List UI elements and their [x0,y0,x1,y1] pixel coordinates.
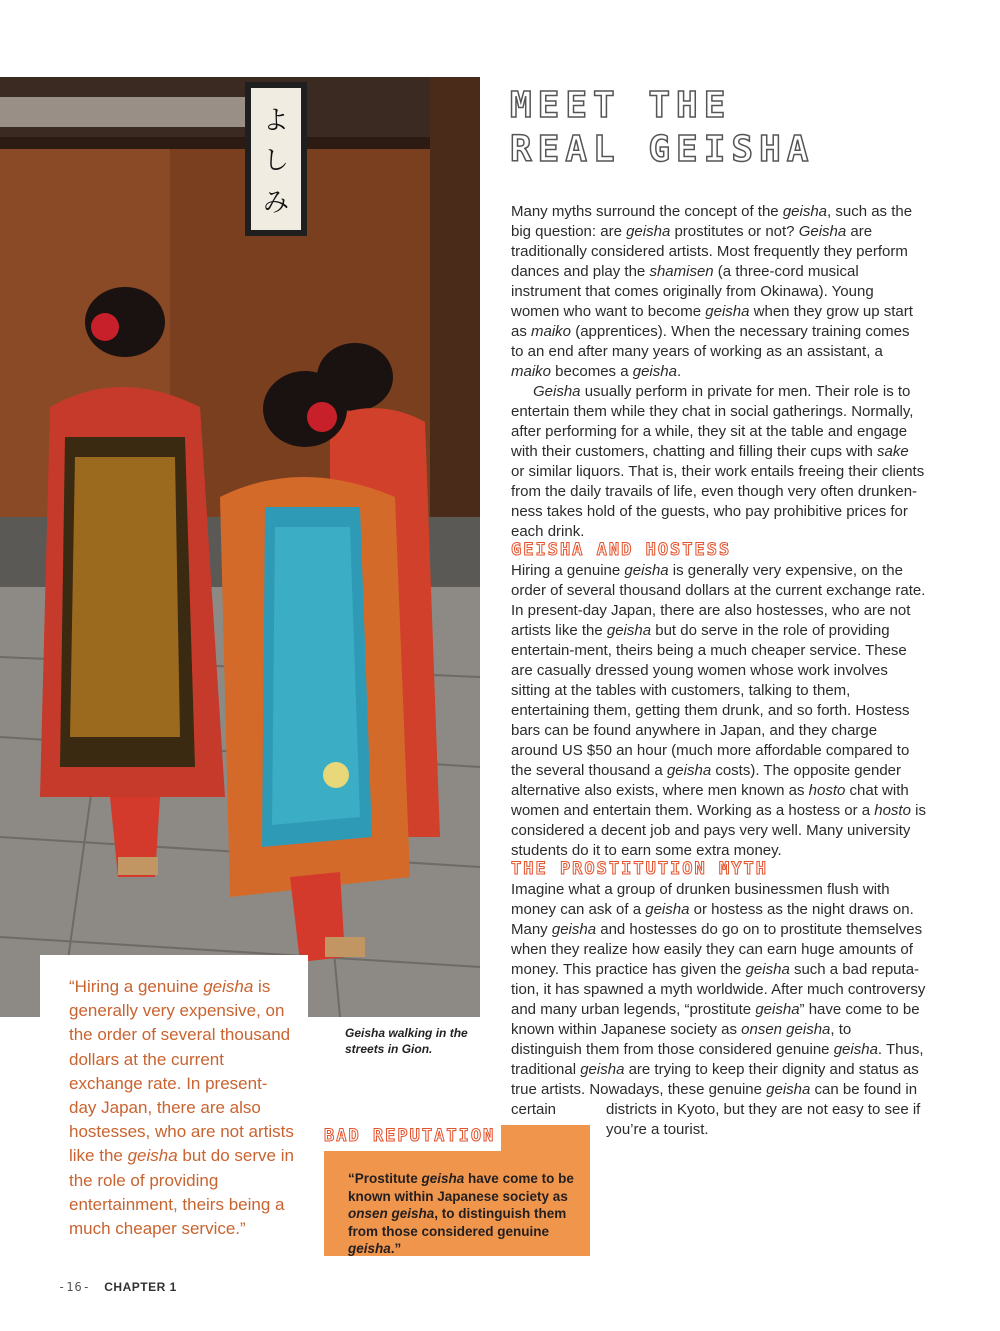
page-number: -16- [58,1280,91,1294]
section-1-paragraph: Hiring a genuine geisha is generally very expensive, on the order of several thousand dollars at the current exchange rate. In present-day Japan, there are also hostesses, who are not artists like the geisha but do serve in the role of providing entertain-ment, theirs being a much cheaper service. These are casually dressed young women whose work involves sitting at the tables with customers, talking to them, entertaining them, getting them drunk, and so forth. Hostess bars can be found anywhere in Japan, and they charge around US $50 an hour (much more affordable compared to the several thousand a geisha costs). The opposite gender alternative also exists, where men known as hosto chat with women and entertain them. Working as a hostess or a hosto is considered a decent job and pays very well. Many university students do it to earn some extra money. [511,562,926,859]
pull-quote-text: “Hiring a genuine geisha is generally very expensive, on the order of several thousand dollars at the current exchange rate. In present-day Japan, there are also hostesses, who are not artists like the geisha but do serve in the role of providing entertainment, theirs being a much cheaper service.” [69,977,294,1239]
section-1-body [511,561,926,861]
section-2-body [511,880,926,1120]
title-line-2: REAL GEISHA [510,129,815,170]
sidebar-text: “Prostitute geisha have come to be known within Japanese society as onsen geisha, to distinguish them from those considered genuine geisha.” [348,1171,574,1256]
intro-body [511,202,926,542]
chapter-label: CHAPTER 1 [104,1280,177,1294]
photo-caption: Geisha walking in the streets in Gion. [345,1026,468,1056]
section-2-body-tail [606,1100,936,1140]
article-title [510,84,950,172]
intro-paragraph-1: Many myths surround the concept of the geisha, such as the big question: are geisha prostitutes or not? Geisha are traditionally considered artists. Most frequently they perform dances and play the shamisen (a three-cord musical instrument that comes originally from Okinawa). Young women who want to become geisha when they grow up start as maiko (apprentices). When the necessary training comes to an end after many years of working as an assistant, a maiko becomes a geisha. [511,203,913,380]
geisha-photo [0,77,480,1017]
section-2-paragraph-tail: districts in Kyoto, but they are not easy to see if you’re a tourist. [606,1101,921,1138]
pull-quote [40,955,308,1275]
page-footer [58,1280,177,1294]
sidebar-title: BAD REPUTATION [324,1126,496,1146]
section-heading-prostitution-myth: THE PROSTITUTION MYTH [511,859,768,879]
title-line-1: MEET THE [510,85,732,126]
svg-text:し: し [262,146,290,176]
section-heading-geisha-and-hostess: GEISHA AND HOSTESS [511,540,732,560]
svg-text:み: み [262,188,290,218]
intro-paragraph-2: Geisha usually perform in private for men. Their role is to entertain them while they chat in social gatherings. Normally, after performing for a while, they sit at the table and engage with their customers, chatting and filling their cups with sake or similar liquors. That is, their work entails freeing their clients from the daily travails of life, even though very often drunken-ness takes hold of the guests, who pay prohibitive prices for each drink. [511,383,925,540]
section-2-paragraph: Imagine what a group of drunken businessmen flush with money can ask of a geisha or hostess as the night draws on. Many geisha and hostesses do go on to prostitute themselves when they realize how easily they can earn huge amounts of money. This practice has given the geisha such a bad reputa-tion, it has spawned a myth worldwide. After much controversy and many urban legends, “prostitute geisha” have come to be known within Japanese society as onsen geisha, to distinguish them from those considered genuine geisha. Thus, traditional geisha are trying to keep their dignity and status as true artists. Nowadays, these genuine geisha can be found in certain [511,881,926,1118]
svg-text:よ: よ [262,106,290,136]
